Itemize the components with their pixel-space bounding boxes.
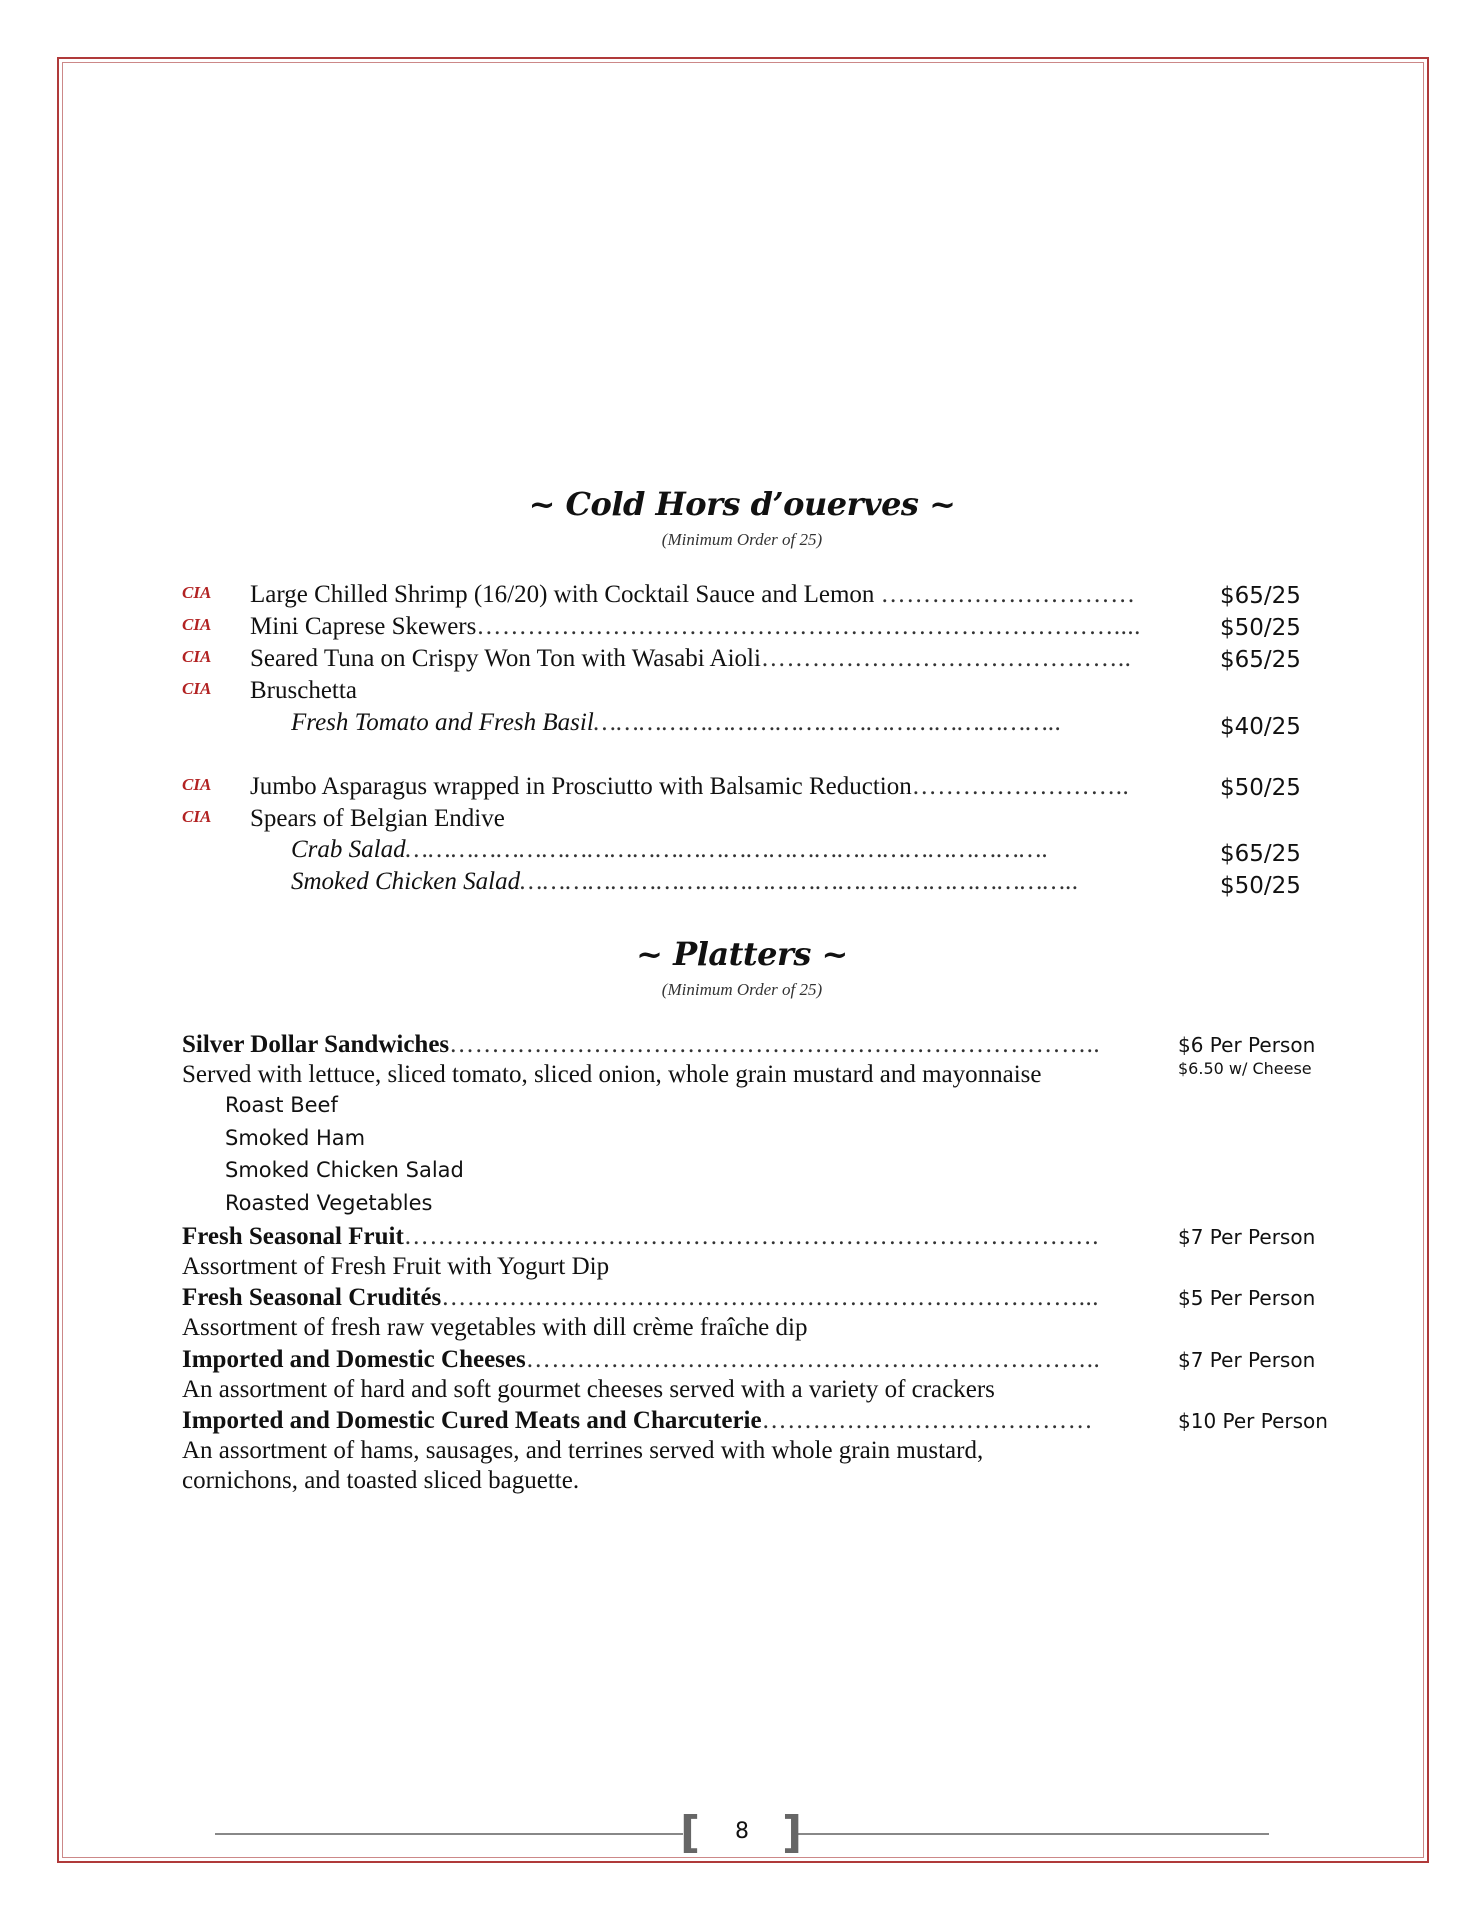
item-text: Imported and Domestic Cured Meats and Charcuterie………………………………… <box>182 1407 1094 1434</box>
cia-badge: CIA <box>182 807 212 826</box>
item-text: Fresh Seasonal Crudités…………………………………………………………………... <box>182 1284 1100 1311</box>
item-text: Bruschetta <box>250 677 357 704</box>
item-price: $6 Per Person <box>1178 1033 1316 1057</box>
footer-rule-right <box>797 1833 1269 1835</box>
list-item <box>0 580 1484 610</box>
list-item <box>0 676 1484 706</box>
cia-badge: CIA <box>182 775 212 794</box>
item-price-note: $6.50 w/ Cheese <box>1178 1059 1312 1078</box>
item-price: $10 Per Person <box>1178 1409 1328 1433</box>
cia-badge: CIA <box>182 647 212 666</box>
item-text: Fresh Tomato and Fresh Basil…………………………………………………….. <box>291 709 1062 736</box>
item-price: $65/25 <box>1220 841 1301 867</box>
item-description: An assortment of hams, sausages, and terrines served with whole grain mustard, <box>182 1437 984 1464</box>
list-item <box>0 1283 1484 1313</box>
item-description: Assortment of Fresh Fruit with Yogurt Dip <box>182 1253 610 1280</box>
cold-section-subtitle: (Minimum Order of 25) <box>661 530 823 549</box>
item-price: $5 Per Person <box>1178 1286 1316 1310</box>
item-price: $50/25 <box>1220 873 1301 899</box>
footer-rule-left <box>215 1833 683 1835</box>
cia-badge: CIA <box>182 679 212 698</box>
page-number: 8 <box>735 1819 749 1844</box>
item-price: $50/25 <box>1220 615 1301 641</box>
platters-section-title: ~ Platters ~ <box>636 935 848 973</box>
item-text: Seared Tuna on Crispy Won Ton with Wasabi Aioli…………………………………….. <box>250 645 1132 672</box>
cia-badge: CIA <box>182 583 212 602</box>
sandwich-option: Smoked Chicken Salad <box>225 1158 464 1182</box>
sandwich-option: Smoked Ham <box>225 1126 366 1150</box>
list-item <box>0 612 1484 642</box>
footer-right-bracket: ] <box>782 1807 803 1858</box>
item-text: Mini Caprese Skewers………………………………………………………………….... <box>250 613 1141 640</box>
list-item <box>0 1222 1484 1252</box>
item-description: An assortment of hard and soft gourmet cheeses served with a variety of crackers <box>182 1376 995 1403</box>
item-price: $7 Per Person <box>1178 1225 1316 1249</box>
item-price: $65/25 <box>1220 583 1301 609</box>
item-text: Crab Salad…………………………………………………………………………. <box>291 836 1049 863</box>
cia-badge: CIA <box>182 615 212 634</box>
list-item <box>0 1030 1484 1060</box>
item-price: $40/25 <box>1220 714 1301 740</box>
list-item <box>0 1406 1484 1436</box>
item-price: $65/25 <box>1220 647 1301 673</box>
list-item <box>0 708 1484 738</box>
cold-section-title: ~ Cold Hors d’ouerves ~ <box>528 485 956 523</box>
list-item <box>0 835 1484 865</box>
item-description: Served with lettuce, sliced tomato, sliced onion, whole grain mustard and mayonnaise <box>182 1061 1042 1088</box>
item-price: $7 Per Person <box>1178 1348 1316 1372</box>
platters-section-subtitle: (Minimum Order of 25) <box>661 980 823 999</box>
item-text: Fresh Seasonal Fruit………………………………………………………………………. <box>182 1223 1100 1250</box>
footer-left-bracket: [ <box>680 1807 701 1858</box>
item-text: Imported and Domestic Cheeses………………………………………………………….. <box>182 1346 1101 1373</box>
list-item <box>0 1345 1484 1375</box>
sandwich-option: Roasted Vegetables <box>225 1191 433 1215</box>
item-price: $50/25 <box>1220 775 1301 801</box>
item-text: Large Chilled Shrimp (16/20) with Cocktail Sauce and Lemon ………………………… <box>250 581 1136 608</box>
item-text: Silver Dollar Sandwiches………………………………………………………………….. <box>182 1031 1101 1058</box>
item-text: Smoked Chicken Salad……………………………………………………………….. <box>291 868 1080 895</box>
item-description: Assortment of fresh raw vegetables with dill crème fraîche dip <box>182 1314 808 1341</box>
sandwich-option: Roast Beef <box>225 1093 338 1117</box>
item-text: Jumbo Asparagus wrapped in Prosciutto with Balsamic Reduction…………………….. <box>250 773 1130 800</box>
list-item <box>0 644 1484 674</box>
item-description: cornichons, and toasted sliced baguette. <box>182 1467 580 1494</box>
list-item <box>0 867 1484 897</box>
list-item <box>0 772 1484 802</box>
item-text: Spears of Belgian Endive <box>250 805 505 832</box>
list-item <box>0 804 1484 834</box>
